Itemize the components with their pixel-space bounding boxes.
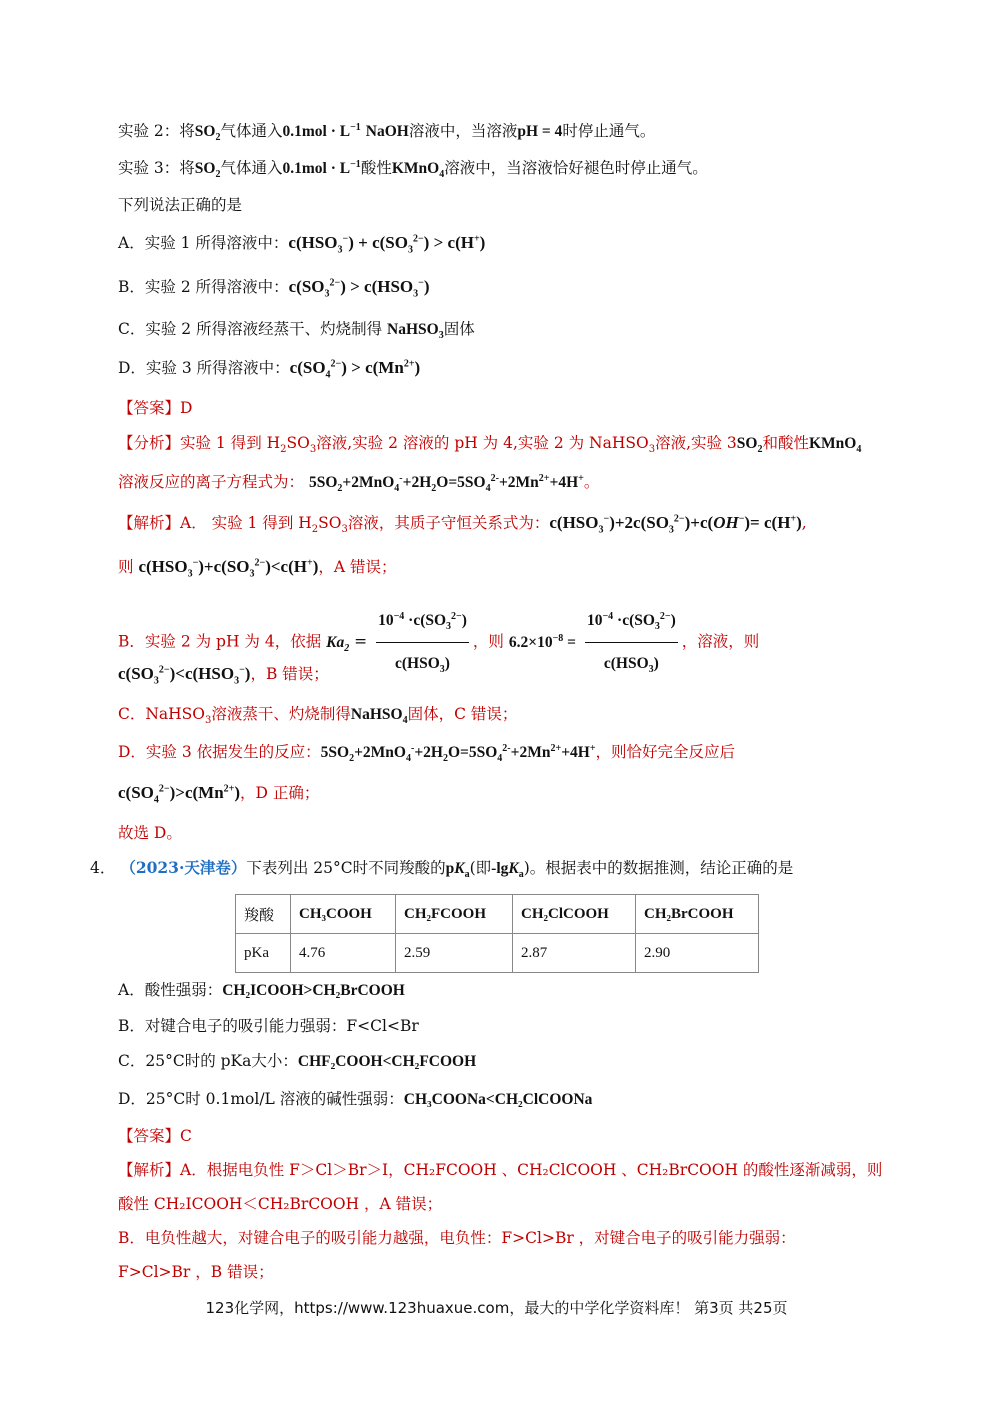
table-cell: 4.76 [291,934,396,973]
table-header: CH₂BrCOOH [636,895,759,934]
option-d2: D．25°C时 0.1mol/L 溶液的碱性强弱：CH₃COONa<CH₂ClCOONa [118,1090,593,1108]
exp3-line: 实验 3：将$SO_2$气体通入$0.1mol \cdot L^{-1}$酸性KMnO$_4$溶液中，当溶液恰好褪色时停止通气。 [118,158,708,181]
explain2-line-2: 酸性 CH₂ICOOH＜CH₂BrCOOH ，A 错误； [118,1195,443,1213]
option-a1: A．实验 1 所得溶液中：$c(HSO_3^-) + c(SO_3^{2-}) > c(H^+)$ [118,233,486,256]
option-c2: C．25°C时的 pKa大小：CHF₂COOH<CH₂FCOOH [118,1052,477,1070]
explain-b-line-2: $c(SO_3^{2-})<c(HSO_3^-)$，B 错误； [118,664,329,687]
table-header: CH₂FCOOH [396,895,513,934]
explain2-line-1: 【解析】A．根据电负性 F＞Cl＞Br＞I，CH₂FCOOH 、CH₂ClCOOH 、CH₂BrCOOH 的酸性逐渐减弱，则 [118,1161,883,1179]
option-d1: D．实验 3 所得溶液中：$c(SO_4^{2-}) > c(Mn^{2+})$ [118,358,421,381]
answer-2: 【答案】C [118,1127,192,1145]
explain-end: 故选 D。 [118,824,182,842]
question-text: 下列说法正确的是 [118,196,243,214]
page-footer: 123化学网，https://www.123huaxue.com，最大的中学化学资料库！ 第3页 共25页 [205,1299,788,1317]
explain2-line-3: B．电负性越大，对键合电子的吸引能力越强，电负性：F>Cl>Br ，对键合电子的吸引能力强弱： [118,1229,796,1247]
table-cell: 2.87 [513,934,636,973]
analysis-line-2: 溶液反应的离子方程式为： $5SO_2+2MnO_4^-+2H_2O=5SO_4^{2-}+2Mn^{2+}+4H^+$。 [118,472,600,495]
answer-1: 【答案】D [118,399,193,417]
q4-stem: 4． （2023·天津卷）下表列出 25°C时不同羧酸的$pK_a$(即-lgK$_a$)。根据表中的数据推测，结论正确的是 [90,858,794,881]
option-a2: A．酸性强弱：CH₂ICOOH>CH₂BrCOOH [118,981,405,999]
option-b2: B．对键合电子的吸引能力强弱：F<Cl<Br [118,1017,419,1035]
table-header: 羧酸 [236,895,291,934]
option-c1: C．实验 2 所得溶液经蒸干、灼烧制得 NaHSO$_3$固体 [118,320,475,342]
explain2-line-4: F>Cl>Br ，B 错误； [118,1263,274,1281]
analysis-line-1: 【分析】实验 1 得到 $H_2SO_3$溶液,实验 2 溶液的 pH 为 4,实验 2 为 NaHSO$_3$溶液,实验 $3SO_2$和酸性KMnO$_4$ [118,434,862,456]
table-cell: pKa [236,934,291,973]
table-header: CH₂ClCOOH [513,895,636,934]
exp2-line: 实验 2：将$SO_2$气体通入$0.1mol \cdot L^{-1}$ NaOH溶液中，当溶液pH = 4时停止通气。 [118,121,656,144]
table-header: CH₃COOH [291,895,396,934]
explain-d-line-1: D．实验 3 依据发生的反应：$5SO_2+2MnO_4^-+2H_2O=5SO_4^{2-}+2Mn^{2+}+4H^+$，则恰好完全反应后 [118,742,736,765]
explain-a-line-1: 【解析】A． 实验 1 得到 $H_2SO_3$溶液，其质子守恒关系式为：$c(HSO_3^-)+2c(SO_3^{2-})+c(OH^-)= c(H^+)$, [118,513,807,536]
option-b1: B．实验 2 所得溶液中：$c(SO_3^{2-}) > c(HSO_3^-)$ [118,277,430,300]
explain-d-line-2: $c(SO_4^{2-})>c(Mn^{2+})$，D 正确； [118,783,320,806]
pka-table [235,894,759,973]
table-cell: 2.90 [636,934,759,973]
explain-c: C．NaHSO$_3$溶液蒸干、灼烧制得NaHSO$_4$固体，C 错误； [118,705,518,727]
explain-b-line-1: B．实验 2 为 pH 为 4，依据 $Ka_2$ = $\frac{10^{-4} \cdot c(SO_3^{2-})}{c(HSO_3)}$ ，则 $6.2\times 10^{-8}$ = $\frac{10^{-4} \cdot c(SO_3^{2-})}{c(HSO_3)}$ ，溶液，则 [118,601,759,684]
explain-a-line-2: 则 $c(HSO_3^-)+c(SO_3^{2-})<c(H^+)$，A 错误； [118,557,397,580]
table-cell: 2.59 [396,934,513,973]
